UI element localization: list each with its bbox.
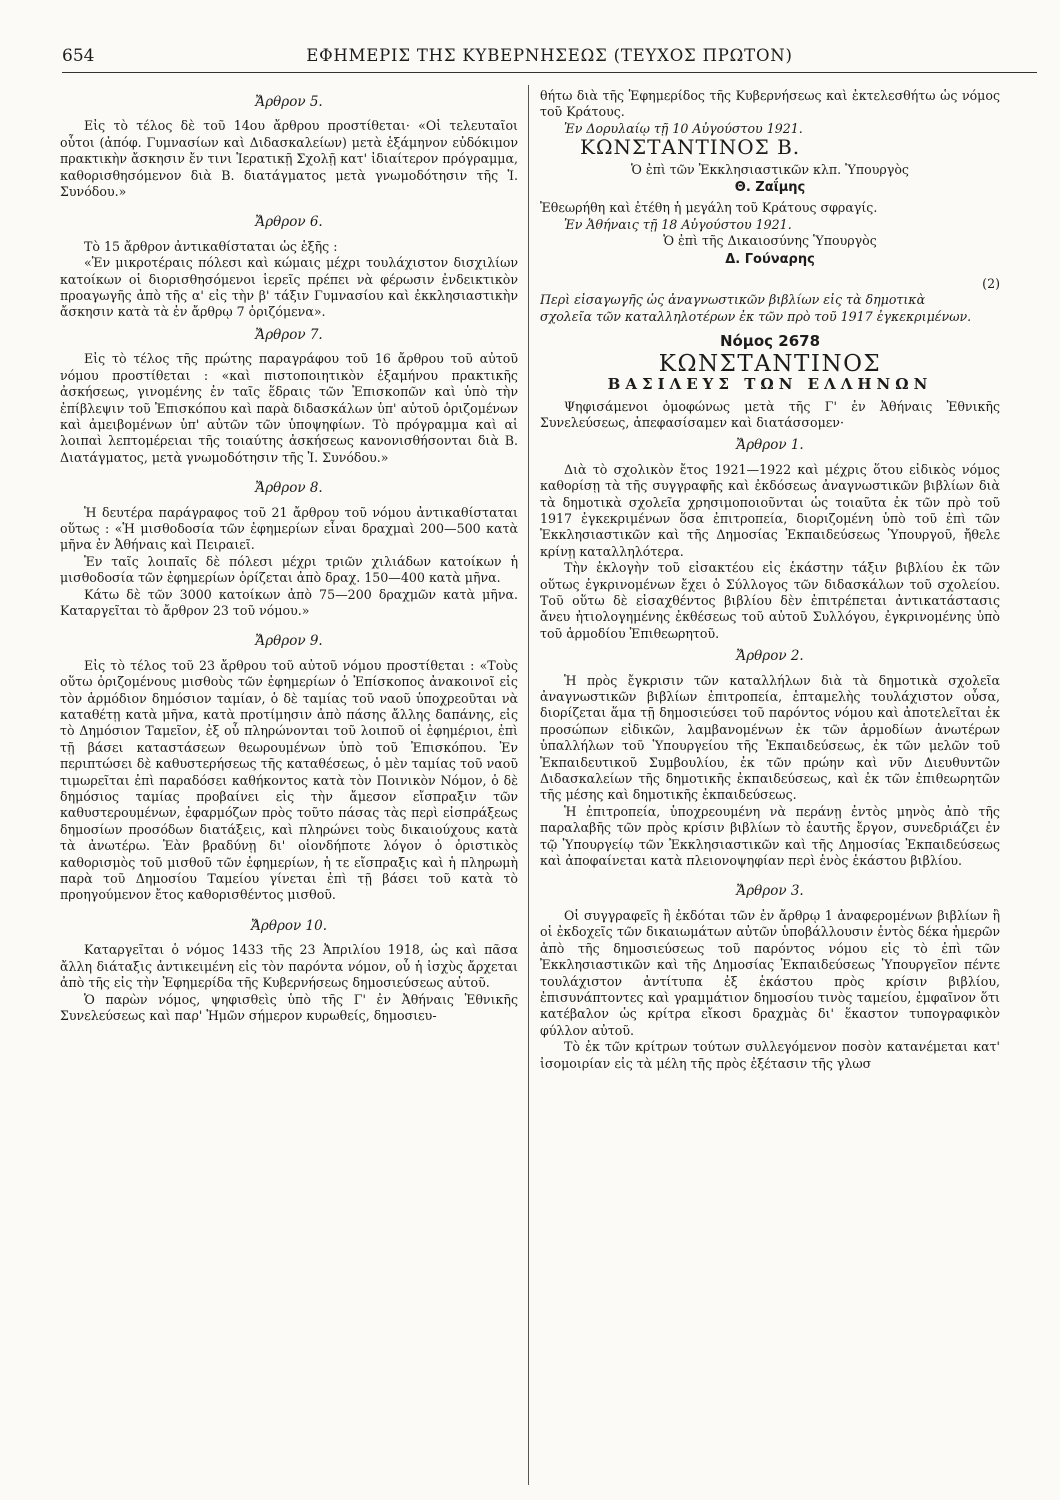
law-title: Νόμος 2678 bbox=[719, 332, 821, 351]
article-10-heading: Ἄρθρον 10. bbox=[250, 917, 327, 934]
law-article-2-heading: Ἄρθρον 2. bbox=[736, 648, 804, 665]
law-article-1-text-1: Διὰ τὸ σχολικὸν ἔτος 1921—1922 καὶ μέχρις ὅτου εἰδικὸς νόμος καθορίσῃ τὰ τῆς συγγραφῆς καὶ ἐκδόσεως ἀναγνωστικῶν βιβλίων διὰ τὰ δημοτικὰ σχολεῖα χρησιμοποιοῦνται ὡς τοιαῦτα ἐκ τῶν πρὸ τοῦ 1917 ἐγκεκριμένων ὅσα ἐπιτροπεία, διοριζομένη ὑπὸ τοῦ ἐπὶ τῶν Ἐκκλησιαστικῶν καὶ τῆς Δημοσίας Ἐκπαιδεύσεως Ὑπουργοῦ, ἤθελε κρίνῃ καταλληλότερα. bbox=[540, 461, 1000, 559]
article-10-text-1: Καταργεῖται ὁ νόμος 1433 τῆς 23 Ἀπριλίου 1918, ὡς καὶ πᾶσα ἄλλη διάταξις ἀντικειμένη εἰς τὸν παρόντα νόμον, οὗ ἡ ἰσχὺς ἄρχεται ἀπὸ τῆς εἰς τὴν Ἐφημερίδα τῆς Κυβερνήσεως δημοσιεύσεως αὐτοῦ. bbox=[60, 942, 518, 991]
article-8-heading: Ἄρθρον 8. bbox=[255, 480, 323, 497]
law-article-2-text-2: Ἡ ἐπιτροπεία, ὑποχρεουμένη νὰ περάνῃ ἐντὸς μηνὸς ἀπὸ τῆς παραλαβῆς τῶν πρὸς κρίσιν βιβλίων τὸ ἑαυτῆς ἔργον, συνεδριάζει ἐν τῷ Ὑπουργείῳ τῶν Ἐκκλησιαστικῶν καὶ τῆς Δημοσίας Ἐκπαιδεύσεως καὶ ἀποφαίνεται κατὰ πλειονοψηφίαν περὶ ἑνὸς ἑκάστου βιβλίου. bbox=[540, 803, 1000, 869]
law-article-2-text-1: Ἡ πρὸς ἔγκρισιν τῶν καταλλήλων διὰ τὰ δημοτικὰ σχολεῖα ἀναγνωστικῶν βιβλίων ἐπιτροπεία, ἑπταμελὴς τουλάχιστον οὖσα, διορίζεται ἅμα τῇ δημοσιεύσει τοῦ παρόντος νόμου καὶ ἀποτελεῖται ἐκ προσώπων εἰδικῶν, λαμβανομένων ἐκ τῶν ἁρμοδίων ἀνωτέρων ὑπαλλήλων τοῦ Ὑπουργείου τῆς Ἐκπαιδεύσεως, ἐκ τῶν μελῶν τοῦ Ἐκπαιδευτικοῦ Συμβουλίου, ἐκ τῶν πρώην καὶ νῦν Διευθυντῶν Διδασκαλείων τῆς δημοτικῆς ἐκπαιδεύσεως, καὶ ἐκ τῶν ἐπιθεωρητῶν τῆς μέσης καὶ δημοτικῆς ἐκπαιδεύσεως. bbox=[540, 672, 1000, 803]
right-column bbox=[540, 88, 1000, 1483]
article-7-text: Εἰς τὸ τέλος τῆς πρώτης παραγράφου τοῦ 16 ἄρθρου τοῦ αὐτοῦ νόμου προστίθεται : «καὶ πιστοποιητικὸν ἑξαμήνου πρακτικῆς ἀσκήσεως, γινομένης ἐν ταῖς ἕδραις τῶν Ἐπισκοπῶν καὶ ὑπὸ τὴν ἐπίβλεψιν τοῦ Ἐπισκόπου καὶ παρὰ διδασκάλων ὑπ' αὐτοῦ ὁριζομένων καὶ ἀμειβομένων ὑπ' αὐτῶν τῶν ὑποψηφίων. Τὸ πρόγραμμα καὶ αἱ λοιπαὶ λεπτομέρειαι τῆς τοιαύτης ἀσκήσεως κανονισθήσονται διὰ Β. Διατάγματος, μετὰ γνωμοδότησιν τῆς Ἱ. Συνόδου.» bbox=[60, 351, 518, 465]
law-article-1-text-2: Τὴν ἐκλογὴν τοῦ εἰσακτέου εἰς ἑκάστην τάξιν βιβλίου ἐκ τῶν οὕτως ἐγκρινομένων ἔχει ὁ Σύλλογος τῶν διδασκάλων τοῦ σχολείου. Τοῦ οὕτω δὲ εἰσαχθέντος βιβλίου δὲν ἐπιτρέπεται ἀντικατάστασις ἄνευ ἠτιολογημένης ἐκθέσεως τοῦ αὐτοῦ Συλλόγου, ἐγκρινομένης ὑπὸ τοῦ ἁρμοδίου Ἐπιθεωρητοῦ. bbox=[540, 560, 1000, 641]
gazette-title: ΕΦΗΜΕΡΙΣ ΤΗΣ ΚΥΒΕΡΝΗΣΕΩΣ (ΤΕΥΧΟΣ ΠΡΩΤΟΝ) bbox=[306, 46, 793, 65]
article-7-heading: Ἄρθρον 7. bbox=[255, 326, 323, 343]
article-8-text-1: Ἡ δευτέρα παράγραφος τοῦ 21 ἄρθρου τοῦ νόμου ἀντικαθίσταται οὕτως : «Ἡ μισθοδοσία τῶν ἐφημερίων εἶναι δραχμαὶ 200—500 κατὰ μῆνα ἐν Ἀθήναις καὶ Πειραιεῖ. bbox=[60, 504, 518, 553]
article-8-text-2: Ἐν ταῖς λοιπαῖς δὲ πόλεσι μέχρι τριῶν χιλιάδων κατοίκων ἡ μισθοδοσία τῶν ἐφημερίων ὁρίζεται ἀπὸ δραχ. 150—400 κατὰ μῆνα. bbox=[60, 553, 518, 586]
article-6-text: «Ἐν μικροτέραις πόλεσι καὶ κώμαις μέχρι τουλάχιστον δισχιλίων κατοίκων οἱ διορισθησόμενοι ἱερεῖς πρέπει νὰ φέρωσιν ἐνδεικτικὸν προαγωγῆς ἀπὸ τῆς α' εἰς τὴν β' τάξιν Γυμνασίου καὶ ἐκκλησιαστικὴν ἄσκησιν κατὰ τὰ ἐν ἄρθρῳ 7 ὁριζόμενα». bbox=[60, 255, 518, 320]
signing-date-2: Ἐν Ἀθήναις τῇ 18 Αὐγούστου 1921. bbox=[564, 216, 792, 232]
law-article-3-text-2: Τὸ ἐκ τῶν κρίτρων τούτων συλλεγόμενον ποσὸν κατανέμεται κατ' ἰσομοιρίαν εἰς τὰ μέλη τῆς πρὸς ἐξέτασιν τῆς γλωσ bbox=[540, 1039, 1000, 1071]
continuation-text: θήτω διὰ τῆς Ἐφημερίδος τῆς Κυβερνήσεως καὶ ἐκτελεσθήτω ὡς νόμος τοῦ Κράτους. bbox=[540, 88, 1000, 120]
page-number: 654 bbox=[62, 46, 95, 66]
minister-2-title: Ὁ ἐπὶ τῆς Δικαιοσύνης Ὑπουργὸς bbox=[663, 233, 877, 249]
article-6-intro: Τὸ 15 ἄρθρον ἀντικαθίσταται ὡς ἑξῆς : bbox=[84, 238, 338, 254]
law-article-1-heading: Ἄρθρον 1. bbox=[736, 437, 804, 454]
page-header bbox=[62, 42, 1037, 73]
left-column bbox=[60, 88, 518, 1483]
king-signature-1: ΚΩΝΣΤΑΝΤΙΝΟΣ Β. bbox=[580, 135, 801, 160]
article-6-heading: Ἄρθρον 6. bbox=[255, 214, 323, 231]
minister-1-title: Ὁ ἐπὶ τῶν Ἐκκλησιαστικῶν κλπ. Ὑπουργὸς bbox=[631, 161, 909, 177]
minister-1-name: Θ. Ζαΐμης bbox=[734, 180, 806, 196]
law-article-3-heading: Ἄρθρον 3. bbox=[736, 883, 804, 900]
sequence-number: (2) bbox=[982, 276, 1000, 292]
article-10-text-2: Ὁ παρὼν νόμος, ψηφισθεὶς ὑπὸ τῆς Γ' ἐν Ἀθήναις Ἐθνικῆς Συνελεύσεως καὶ παρ' Ἡμῶν σήμερον κυρωθείς, δημοσιευ- bbox=[60, 991, 518, 1023]
seal-statement: Ἐθεωρήθη καὶ ἐτέθη ἡ μεγάλη τοῦ Κράτους σφραγίς. bbox=[540, 200, 878, 216]
signing-date-1: Ἐν Δορυλαίῳ τῇ 10 Αὐγούστου 1921. bbox=[564, 120, 803, 136]
article-5-heading: Ἄρθρον 5. bbox=[255, 94, 323, 110]
enactment-formula: Ψηφισάμενοι ὁμοφώνως μετὰ τῆς Γ' ἐν Ἀθήναις Ἐθνικῆς Συνελεύσεως, ἀπεφασίσαμεν καὶ διατάσσομεν· bbox=[540, 398, 1000, 430]
article-8-text-3: Κάτω δὲ τῶν 3000 κατοίκων ἀπὸ 75—200 δραχμῶν κατὰ μῆνα. Καταργεῖται τὸ ἄρθρον 23 τοῦ νόμου.» bbox=[60, 586, 518, 618]
article-5-text: Εἰς τὸ τέλος δὲ τοῦ 14ου ἄρθρου προστίθεται· «Οἱ τελευταῖοι οὗτοι (ἀπόφ. Γυμνασίων καὶ Διδασκαλείων) μετὰ ἑξάμηνον εὐδόκιμον πρακτικὴν ἄσκησιν ἔν τινι Ἱερατικῇ Σχολῇ κατ' ἰδιαίτερον πρόγραμμα, καθορισθησόμενον διὰ Β. διατάγματος μετὰ γνωμοδότησιν τῆς Ἱ. Συνόδου.» bbox=[60, 118, 518, 200]
article-9-text: Εἰς τὸ τέλος τοῦ 23 ἄρθρου τοῦ αὐτοῦ νόμου προστίθεται : «Τοὺς οὕτω ὁριζομένους μισθοὺς τῶν ἐφημερίων ὁ Ἐπίσκοπος ἀνακοινοῖ εἰς τὸν ἁρμόδιον δημόσιον ταμίαν, ὁ δὲ ταμίας τοῦ ναοῦ ὑποχρεοῦται νὰ καταθέτῃ κατὰ μῆνα, κατὰ προτίμησιν ἀπὸ πάσης ἄλλης δαπάνης, εἰς τὸ Δημόσιον Ταμεῖον, ἐξ οὗ πληρώνονται τοῦ λοιποῦ οἱ ἐφημέριοι, ἐπὶ τῇ βάσει καταστάσεων θεωρουμένων ὑπὸ τοῦ Ἐπισκόπου. Ἐν περιπτώσει δὲ καθυστερήσεως τῆς καταθέσεως, ὁ μὲν ταμίας τοῦ ναοῦ τιμωρεῖται ἐπὶ παραδόσει καθήκοντος κατὰ τὸν Ποινικὸν Νόμον, ὁ δὲ δημόσιος ταμίας προβαίνει εἰς τὴν ἄμεσον εἴσπραξιν τῶν καθυστερουμένων, ἐφαρμόζων πρὸς τοῦτο πάσας τὰς περὶ εἰσπράξεως δημοσίων προσόδων διατάξεις, καὶ πληρώνει τοὺς δικαιούχους κατὰ τὰ ἀνωτέρω. Ἐὰν βραδύνῃ δι' οἱονδήποτε λόγον ὁ ὁριστικὸς καθορισμὸς τοῦ μισθοῦ τῶν ἐφημερίων, ἡ τε εἴσπραξις καὶ ἡ πληρωμὴ παρὰ τοῦ Δημοσίου Ταμείου γίνεται ἐπὶ τῇ βάσει τοῦ κατὰ τὸ προηγούμενον ἔτος καθορισθέντος μισθοῦ. bbox=[60, 657, 518, 903]
law-article-3-text-1: Οἱ συγγραφεῖς ἢ ἐκδόται τῶν ἐν ἄρθρῳ 1 ἀναφερομένων βιβλίων ἢ οἱ ἐκδοχεῖς τῶν δικαιωμάτων αὐτῶν ὑποβάλλουσιν ἐντὸς δέκα ἡμερῶν ἀπὸ τῆς δημοσιεύσεως τοῦ παρόντος νόμου εἰς τὸ ἐπὶ τῶν Ἐκκλησιαστικῶν καὶ τῆς Δημοσίας Ἐκπαιδεύσεως Ὑπουργεῖον πέντε τουλάχιστον ἀντίτυπα ἐξ ἑκάστου πρὸς κρίσιν βιβλίου, ἐπισυνάπτοντες καὶ γραμμάτιον δημοσίου τινὸς ταμείου, ἐμφαῖνον ὅτι κατέβαλον ὡς κρίτρα εἴκοσι δραχμὰς δι' ἕκαστον τυπογραφικὸν φύλλον αὐτοῦ. bbox=[540, 907, 1000, 1038]
article-9-heading: Ἄρθρον 9. bbox=[255, 633, 323, 650]
king-name: ΚΩΝΣΤΑΝΤΙΝΟΣ bbox=[658, 350, 882, 377]
column-divider bbox=[528, 85, 529, 1485]
law-description: Περὶ εἰσαγωγῆς ὡς ἀναγνωστικῶν βιβλίων εἰς τὰ δημοτικὰ σχολεῖα τῶν καταλληλοτέρων ἐκ τῶν πρὸ τοῦ 1917 ἐγκεκριμένων. bbox=[540, 292, 972, 324]
king-title: ΒΑΣΙΛΕΥΣ ΤΩΝ ΕΛΛΗΝΩΝ bbox=[607, 375, 933, 394]
minister-2-name: Δ. Γούναρης bbox=[725, 251, 815, 267]
